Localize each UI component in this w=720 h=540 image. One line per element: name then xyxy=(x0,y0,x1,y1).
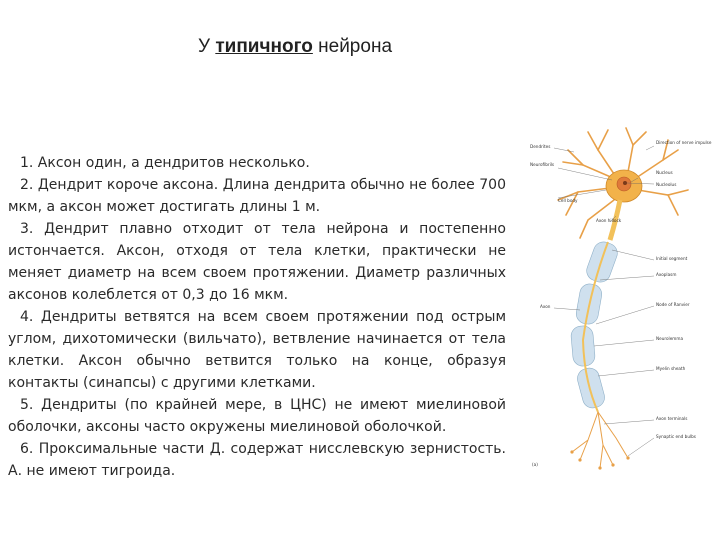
comparison-list xyxy=(8,152,506,482)
nucleolus-shape xyxy=(623,181,627,185)
title-suffix: нейрона xyxy=(312,36,393,57)
label-cell-body: Cell body xyxy=(558,198,578,203)
label-node: Node of Ranvier xyxy=(656,302,690,307)
label-end-bulbs: Synaptic end bulbs xyxy=(656,434,696,439)
list-item: 1. Аксон один, а дендритов несколько. xyxy=(20,155,310,171)
label-myelin: Myelin sheath xyxy=(656,366,686,371)
label-axon-hillock: Axon hillock xyxy=(596,218,622,223)
list-item: 6. Проксимальные части Д. содержат нисслевскую зернистость. А. не имеют тигроида. xyxy=(8,441,506,479)
page-title xyxy=(0,36,590,58)
label-terminals: Axon terminals xyxy=(656,416,688,421)
label-initial-segment: Initial segment xyxy=(656,256,688,261)
list-item: 4. Дендриты ветвятся на всем своем протяжении под острым углом, дихотомически (вильчато), ветвление начинается от тела клетки. Аксон обычно ветвится только на конце, образуя контакты (синапсы) с другими клетками. xyxy=(8,309,506,391)
list-item: 5. Дендриты (по крайней мере, в ЦНС) не имеют миелиновой оболочки, аксоны часто окружены миелиновой оболочкой. xyxy=(8,397,506,435)
label-nucleolus: Nucleolus xyxy=(656,182,677,187)
label-axoplasm: Axoplasm xyxy=(656,272,677,277)
label-neurofibrils: Neurofibrils xyxy=(530,162,555,167)
label-axon: Axon xyxy=(540,304,551,309)
label-neurolemma: Neurolemma xyxy=(656,336,684,341)
list-item: 2. Дендрит короче аксона. Длина дендрита обычно не более 700 мкм, а аксон может достигать длины 1 м. xyxy=(8,177,506,215)
label-dendrites: Dendrites xyxy=(530,144,551,149)
myelinated-axon xyxy=(570,239,620,410)
title-emphasis: типичного xyxy=(215,36,313,57)
label-nucleus: Nucleus xyxy=(656,170,673,175)
label-direction: Direction of nerve impulse xyxy=(656,140,712,145)
neuron-diagram xyxy=(528,120,718,480)
end-bulbs xyxy=(570,450,629,469)
title-prefix: У xyxy=(197,36,216,57)
list-item: 3. Дендрит плавно отходит от тела нейрона и постепенно истончается. Аксон, отходя от тела клетки, практически не меняет диаметр на всем своем протяжении. Диаметр различных аксонов колеблется от 0,3 до 16 мкм. xyxy=(8,221,506,303)
panel-label: (a) xyxy=(532,462,538,467)
